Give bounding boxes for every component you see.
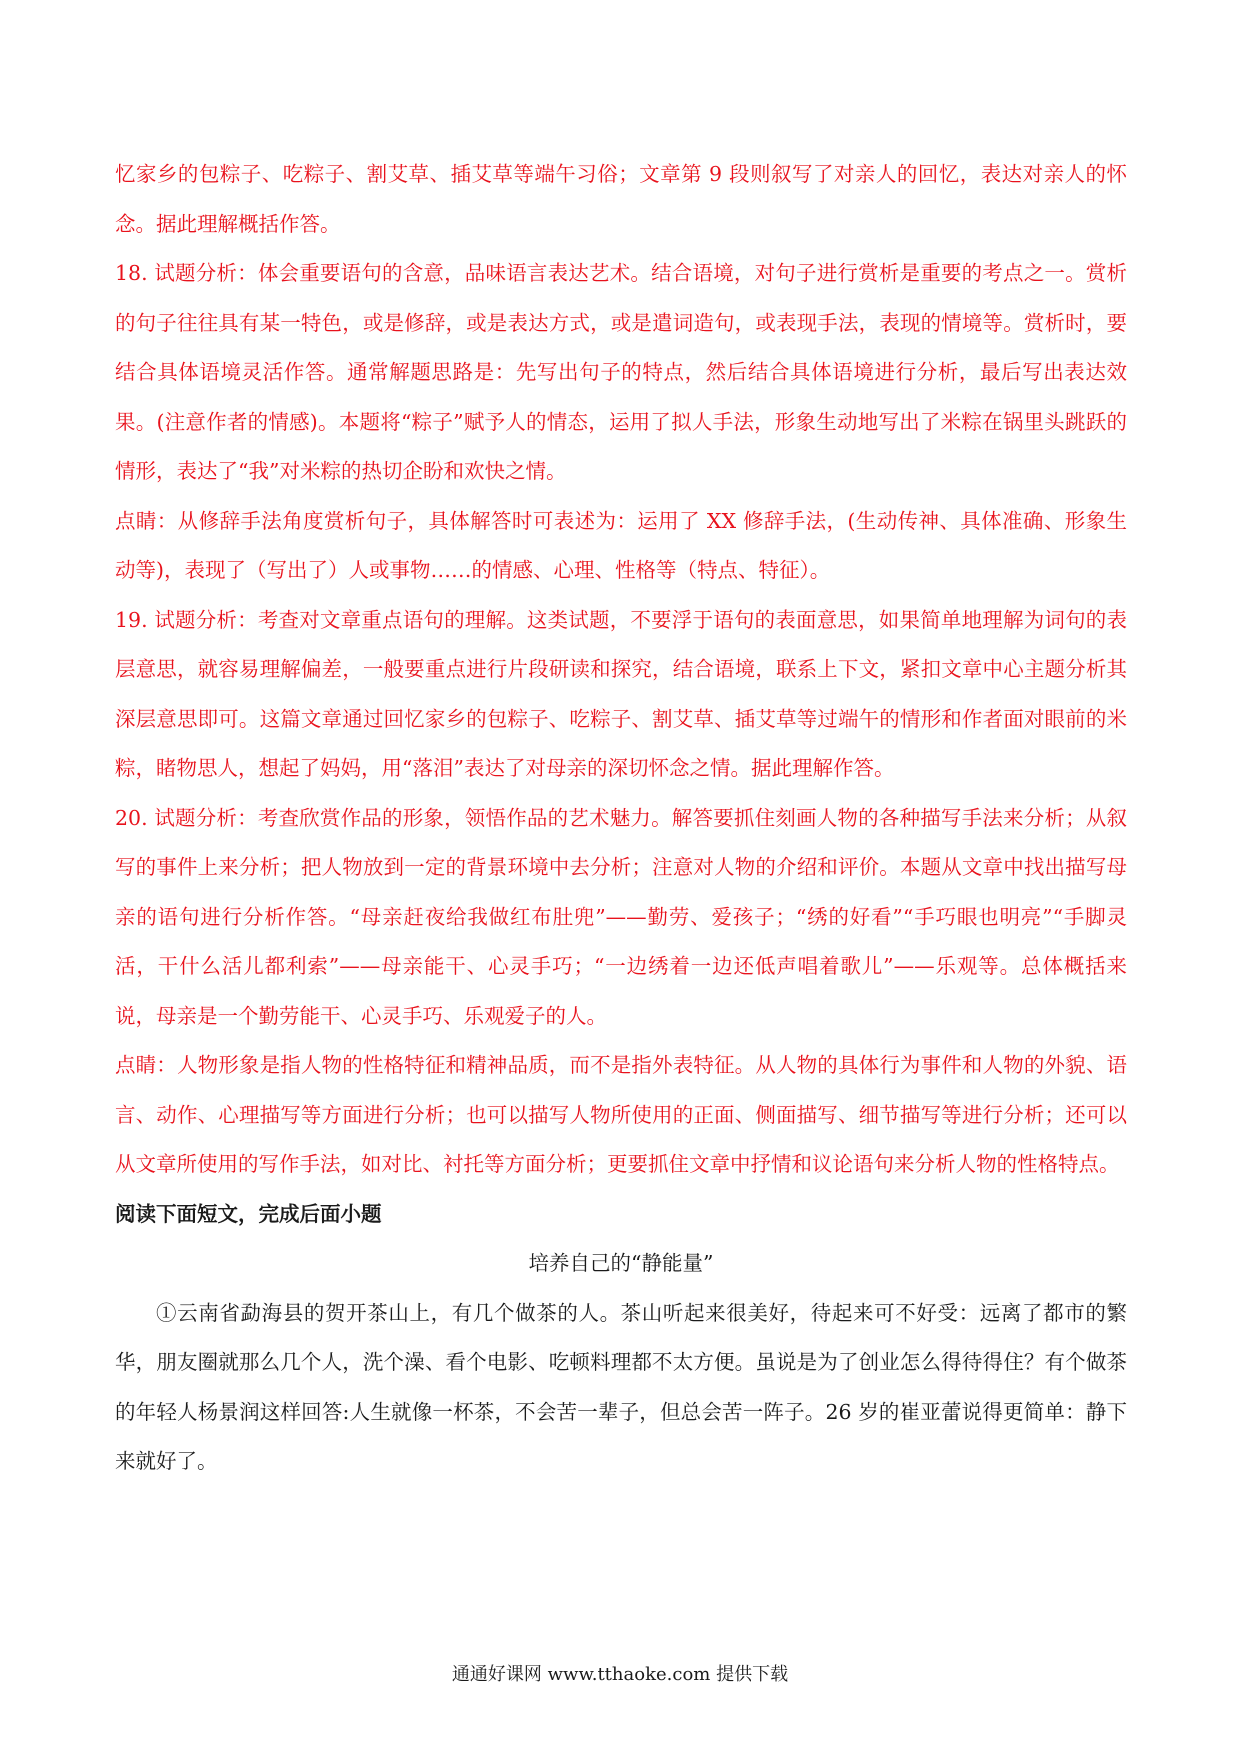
analysis-paragraph-20: 20. 试题分析：考查欣赏作品的形象，领悟作品的艺术魅力。解答要抓住刻画人物的各种描写手法来分析；从叙写的事件上来分析；把人物放到一定的背景环境中去分析；注意对人物的介绍和评价。本题从文章中找出描写母亲的语句进行分析作答。“母亲赶夜给我做红布肚兜”——勤劳、爱孩子；“绣的好看”“手巧眼也明亮”“手脚灵活，干什么活儿都利索”——母亲能干、心灵手巧；“一边绣着一边还低声唱着歌儿”——乐观等。总体概括来说，母亲是一个勤劳能干、心灵手巧、乐观爱子的人。 xyxy=(115,805,1127,1028)
analysis-paragraph-17-continued: 忆家乡的包粽子、吃粽子、割艾草、插艾草等端午习俗；文章第 9 段则叙写了对亲人的回忆，表达对亲人的怀念。据此理解概括作答。 xyxy=(115,162,1127,236)
reading-instruction: 阅读下面短文，完成后面小题 xyxy=(115,1201,382,1226)
article-paragraph-1: ①云南省勐海县的贺开茶山上，有几个做茶的人。茶山听起来很美好，待起来可不好受：远离了都市的繁华，朋友圈就那么几个人，洗个澡、看个电影、吃顿料理都不太方便。虽说是为了创业怎么得待得住？有个做茶的年轻人杨景润这样回答:人生就像一杯茶，不会苦一辈子，但总会苦一阵子。26 岁的崔亚蕾说得更简单：静下来就好了。 xyxy=(115,1300,1127,1473)
analysis-tip-20: 点睛：人物形象是指人物的性格特征和精神品质，而不是指外表特征。从人物的具体行为事件和人物的外貌、语言、动作、心理描写等方面进行分析；也可以描写人物所使用的正面、侧面描写、细节描写等进行分析；还可以从文章所使用的写作手法，如对比、衬托等方面分析；更要抓住文章中抒情和议论语句来分析人物的性格特点。 xyxy=(115,1053,1127,1176)
analysis-tip-18: 点睛：从修辞手法角度赏析句子，具体解答时可表述为：运用了 XX 修辞手法，(生动传神、具体准确、形象生动等)，表现了（写出了）人或事物……的情感、心理、性格等（特点、特征）。 xyxy=(115,508,1127,582)
analysis-paragraph-18: 18. 试题分析：体会重要语句的含意，品味语言表达艺术。结合语境，对句子进行赏析是重要的考点之一。赏析的句子往往具有某一特色，或是修辞，或是表达方式，或是遣词造句，或表现手法，表现的情境等。赏析时，要结合具体语境灵活作答。通常解题思路是：先写出句子的特点，然后结合具体语境进行分析，最后写出表达效果。(注意作者的情感)。本题将“粽子”赋予人的情态，运用了拟人手法，形象生动地写出了米粽在锅里头跳跃的情形，表达了“我”对米粽的热切企盼和欢快之情。 xyxy=(115,261,1127,483)
page-footer: 通通好课网 www.tthaoke.com 提供下载 xyxy=(451,1664,789,1685)
document-content xyxy=(115,150,1127,1487)
article-title: 培养自己的“静能量” xyxy=(528,1251,714,1275)
analysis-paragraph-19: 19. 试题分析：考查对文章重点语句的理解。这类试题，不要浮于语句的表面意思，如果简单地理解为词句的表层意思，就容易理解偏差，一般要重点进行片段研读和探究，结合语境，联系上下文，紧扣文章中心主题分析其深层意思即可。这篇文章通过回忆家乡的包粽子、吃粽子、割艾草、插艾草等过端午的情形和作者面对眼前的米粽，睹物思人，想起了妈妈，用“落泪”表达了对母亲的深切怀念之情。据此理解作答。 xyxy=(115,607,1127,780)
